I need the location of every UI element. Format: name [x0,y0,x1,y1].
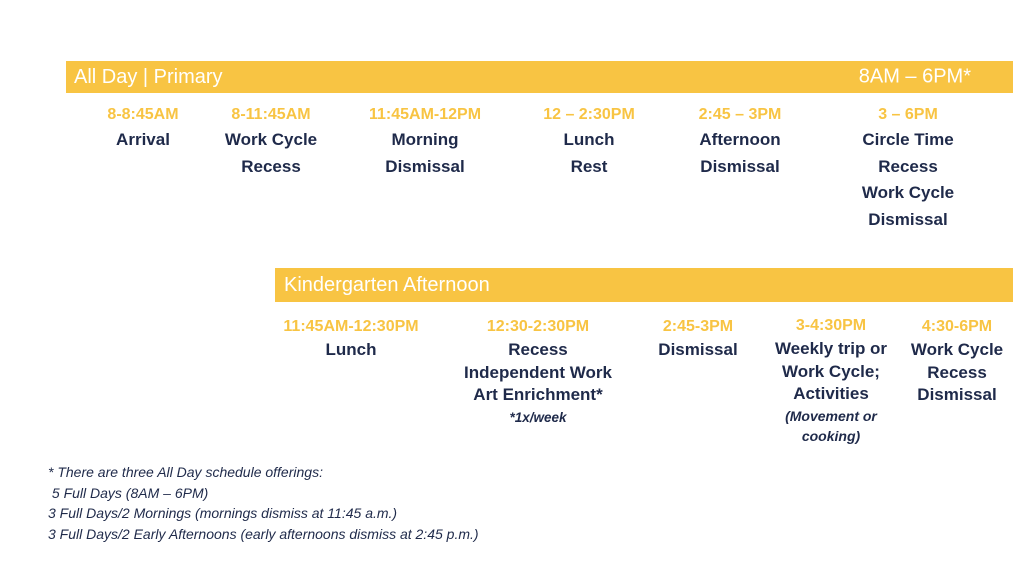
slot-activity: Afternoon [699,130,781,149]
slot-activity: Activities [793,384,869,403]
kindergarten-slot-dismissal [658,315,737,362]
slot-activity: Circle Time [862,130,954,149]
slot-time: 3-4:30PM [795,317,867,334]
slot-activity: Recess [927,362,987,382]
slot-activity: Arrival [116,130,170,149]
kindergarten-slot-recess-work [464,315,612,429]
primary-slot-morning-dismissal [369,103,481,180]
slot-activity: Recess [241,156,301,176]
kindergarten-slot-activities [775,314,887,446]
primary-slot-afternoon-dismissal [699,103,782,180]
kindergarten-header-band [275,268,1013,302]
kindergarten-slot-work-cycle [911,315,1003,407]
primary-slot-lunch-rest [543,103,635,180]
slot-activity: Morning [391,130,459,149]
slot-activity: Rest [570,156,608,176]
schedule-footnote [48,462,479,544]
slot-time: 12:30-2:30PM [486,318,590,335]
slot-time: 8-8:45AM [107,106,179,123]
slot-activity: Dismissal [700,156,780,176]
slot-activity: Dismissal [385,156,465,176]
slot-activity: Lunch [325,340,377,359]
slot-activity: Work Cycle; [782,361,880,381]
slot-activity: Weekly trip or [774,339,888,358]
slot-note: cooking) [801,427,861,444]
slot-activity: Work Cycle [910,340,1004,359]
slot-time: 12 – 2:30PM [543,106,635,123]
slot-time: 2:45 – 3PM [698,106,782,123]
slot-activity: Work Cycle [224,130,318,149]
slot-time: 3 – 6PM [878,106,938,123]
primary-slot-arrival [107,103,178,154]
slot-time: 11:45AM-12:30PM [283,318,419,335]
slot-activity: Work Cycle [861,183,955,202]
slot-activity: Dismissal [917,385,997,404]
slot-activity: Art Enrichment* [473,385,603,404]
primary-header-band [66,61,1013,93]
slot-activity: Dismissal [658,340,738,359]
kindergarten-title: Kindergarten Afternoon [284,273,490,296]
slot-note: *1x/week [509,409,567,425]
slot-note: (Movement or [785,407,877,424]
slot-time: 2:45-3PM [662,318,734,335]
slot-activity: Dismissal [868,209,948,229]
footnote-line: 3 Full Days/2 Mornings (mornings dismiss at 11:45 a.m.) [48,505,398,521]
slot-activity: Recess [878,156,938,176]
kindergarten-slot-lunch [283,315,418,362]
footnote-line: * There are three All Day schedule offerings: [48,464,323,480]
primary-slot-work-cycle [225,103,317,180]
slot-activity: Independent Work [464,362,612,382]
slot-time: 8-11:45AM [231,106,311,123]
slot-activity: Lunch [563,130,615,149]
footnote-line: 3 Full Days/2 Early Afternoons (early afternoons dismiss at 2:45 p.m.) [48,525,479,542]
slot-activity: Recess [508,340,568,359]
slot-time: 11:45AM-12PM [368,106,482,123]
primary-slot-afternoon-program [862,103,954,233]
slot-time: 4:30-6PM [921,318,993,335]
primary-hours: 8AM – 6PM* [858,65,971,88]
footnote-line: 5 Full Days (8AM – 6PM) [48,484,209,501]
primary-title: All Day | Primary [74,65,223,88]
